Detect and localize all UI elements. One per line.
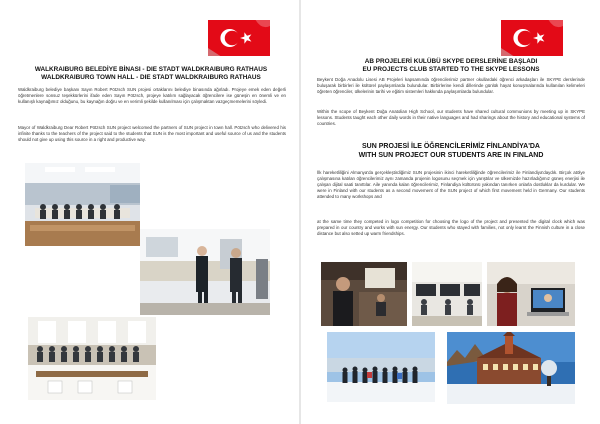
turkish-flag-icon [208,20,270,56]
left-page [0,0,299,424]
right-paragraph1-tr: Beykent Doğa Anadolu Lisesi AB Projeleri kapsamında öğrencilerimiz partner okullardaki öğrenci arkadaşları ile SKYPE derslerinde buluşarak birbirleri ile kültürel paylaşımlarda bulundular. Birbirlerine kendi dillerinde günlük hayat konuşmalarında kullanılan kelimeleri öğreten öğrenciler, ülkelerinin tarihi ve eğitim sistemleri hakkında paylaşımlarda bulundular. [317,77,585,94]
finland-town-photo [447,332,575,404]
right-paragraph1-en: Within the scope of Beykent Doğa Anatolian High School, our students have shared cultural communions by meeting up in SKYPE lessons. Students taught each other daily words in their native languages and had sharings about the history and educational systems of countries. [317,109,585,126]
right-heading-skype-line1: AB PROJELERİ KULÜBÜ SKYPE DERSLERİNE BAŞLADI [364,58,538,65]
left-paragraph-en: Mayor of Waldkraiburg Dear Robert Pötzsch SUN project welcomed the partners of SUN project in town hall. Pötzsch who delivered his infinite thanks to the teachers of the project said to the students that SUN is the most important and useful source of us and the students should not give up using this source in a right and productive way. [18,125,286,142]
student-presentation-photo [321,262,407,326]
turkish-flag-icon [501,20,563,56]
right-heading-finland-line1: SUN PROJESİ İLE ÖĞRENCİLERİMİZ FİNLANDİYA'DA [362,143,540,150]
right-paragraph2-en: at the same time they competed in logo competition for choosing the logo of the project and presented the digital clock which was prepared in our country and works with sun energy. Our students who stayed with families, not only learnt the Finnish culture in a close distance but also setted up warm friendships. [317,219,585,236]
right-heading-finland-line2: WITH SUN PROJECT OUR STUDENTS ARE IN FINLAND [358,151,544,159]
group-seated-photo [28,317,156,400]
town-hall-meeting-photo [25,163,140,246]
left-heading-line1: WALKRAIBURG BELEDİYE BİNASI - DIE STADT WALDKRAIBURG RATHAUS [34,66,268,73]
right-heading-skype-line2: EU PROJECTS CLUB STARTED TO THE SKYPE LESSONS [362,66,540,73]
computer-class-photo [412,262,482,326]
right-page [301,0,600,424]
snow-group-photo [327,332,435,402]
right-heading-skype [313,58,589,74]
left-heading-line2: WALDKRAIBURG TOWN HALL - DIE STADT WALDKRAIBURG RATHAUS [41,74,261,81]
skype-session-photo [487,262,575,326]
right-heading-finland [313,143,589,160]
left-paragraph-tr: Waldkraiburg belediye başkanı Sayın Robert Pötzsch SUN projesi ortaklarını belediye binasında ağırladı. Projeye emek eden değerli öğretmenlere sonsuz teşekkürlerini ifade eden Sayın Pötzsch, projeye katılım sağlayacak öğrencilere ise güneşin en önemli ve en kullanışlı kaynağımız olduğunu, bu kaynağın doğru ve en verimli şekilde kullanılması için çalışmaktan vazgeçmemelerini söyledi. [18,87,286,104]
right-paragraph2-tr: İlk hareketliliğini Almanya'da gerçekleştirdiğimiz SUN projesinin ikinci hareketliliğinde öğrencilerimiz ile Finlandiya'daydık. Birçok atölye çalışmasına katılan öğrencilerimiz aynı zamanda projenin logosunu seçmek için yarıştılar ve ülkemizde hazırladığımız güneş enerjisi ile çalışan dijital saati tanıttılar. Aile yanında kalan öğrencilerimiz, Finlandiya kültürünü yakından tanırken onlarla dostluklar da kurdular. We were in Finland with our students as a second movement of the SUN project of which first movement held in Germany. Our students attended to many workshops and [317,170,585,199]
left-heading [10,66,292,82]
mayor-handshake-photo [140,229,270,315]
